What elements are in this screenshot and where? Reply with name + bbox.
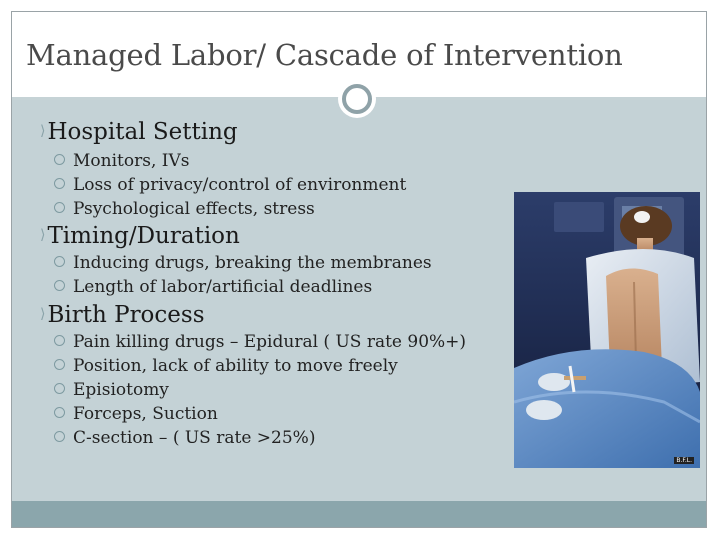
list-item: Inducing drugs, breaking the membranes (54, 253, 432, 273)
circle-bullet-icon (54, 154, 65, 165)
epidural-photo (514, 192, 700, 468)
list-item: C-section – ( US rate >25%) (54, 428, 315, 448)
circle-bullet-icon (54, 383, 65, 394)
circle-bullet-icon (54, 335, 65, 346)
circle-bullet-icon (54, 407, 65, 418)
circle-bullet-icon (54, 178, 65, 189)
list-item: Episiotomy (54, 380, 169, 400)
list-item: Psychological effects, stress (54, 199, 315, 219)
section-heading: ⟩Timing/Duration (40, 223, 240, 249)
section-heading: ⟩Birth Process (40, 302, 205, 328)
footer-bar (12, 501, 706, 527)
bullet-icon: ⟩ (40, 227, 46, 243)
bullet-icon: ⟩ (40, 123, 46, 139)
ring-icon (342, 84, 372, 114)
list-item: Pain killing drugs – Epidural ( US rate 90%+) (54, 332, 466, 352)
circle-bullet-icon (54, 202, 65, 213)
list-item: Loss of privacy/control of environment (54, 175, 406, 195)
circle-bullet-icon (54, 256, 65, 267)
list-item: Forceps, Suction (54, 404, 218, 424)
list-item: Monitors, IVs (54, 151, 189, 171)
circle-bullet-icon (54, 359, 65, 370)
slide-title: Managed Labor/ Cascade of Intervention (26, 38, 623, 72)
list-item: Position, lack of ability to move freely (54, 356, 398, 376)
section-heading: ⟩Hospital Setting (40, 119, 238, 145)
list-item: Length of labor/artificial deadlines (54, 277, 372, 297)
circle-bullet-icon (54, 431, 65, 442)
bullet-icon: ⟩ (40, 306, 46, 322)
divider-ring (338, 80, 376, 118)
photo-credit-badge: B.F.L. (676, 457, 692, 464)
circle-bullet-icon (54, 280, 65, 291)
